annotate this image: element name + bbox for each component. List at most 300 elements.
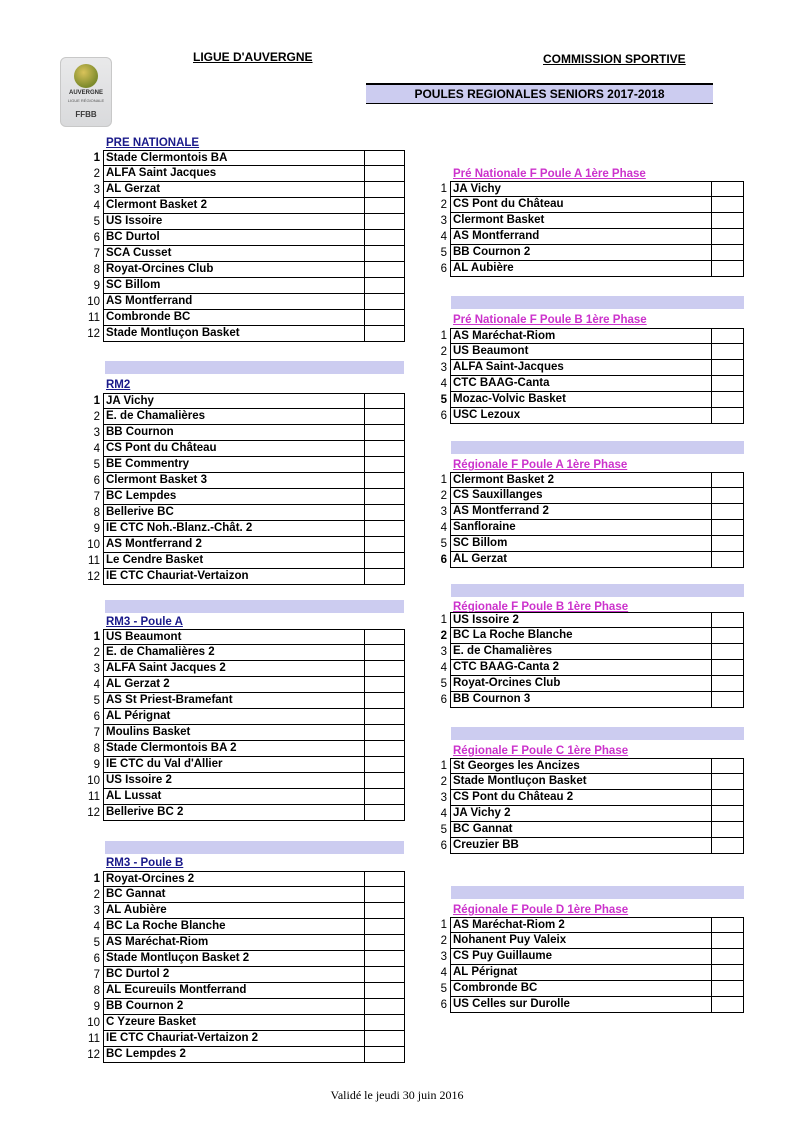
section-title-rm2: RM2: [106, 379, 131, 391]
table-rf-c: [0, 758, 744, 854]
empty-cell: [365, 294, 405, 310]
row-number: 5: [440, 247, 447, 259]
empty-cell: [712, 376, 744, 392]
row-number: 5: [440, 983, 447, 995]
team-name: AS Montferrand 2: [450, 504, 712, 520]
table-row: [0, 344, 744, 360]
table-row: [0, 569, 405, 585]
team-name: BC La Roche Blanche: [450, 628, 712, 644]
row-number: 1: [440, 760, 447, 772]
section-title-rf-a: Régionale F Poule A 1ère Phase: [453, 459, 628, 471]
team-name: Creuzier BB: [450, 838, 712, 854]
section-title-pnf-a: Pré Nationale F Poule A 1ère Phase: [453, 168, 646, 180]
row-number: 7: [93, 248, 100, 260]
separator-band: [451, 441, 744, 454]
team-name: Clermont Basket 2: [450, 472, 712, 488]
team-name: US Issoire: [103, 214, 365, 230]
row-number: 2: [440, 346, 447, 358]
row-number: 5: [440, 538, 447, 550]
table-row: [0, 997, 744, 1013]
team-name: AL Gerzat: [103, 182, 365, 198]
team-name: Clermont Basket: [450, 213, 712, 229]
empty-cell: [712, 504, 744, 520]
team-name: Clermont Basket 3: [103, 473, 365, 489]
row-number: 4: [440, 522, 447, 534]
table-row: [0, 965, 744, 981]
table-row: [0, 294, 405, 310]
team-name: St Georges les Ancizes: [450, 758, 712, 774]
row-number: 10: [87, 775, 100, 787]
table-row: [0, 933, 744, 949]
row-number: 3: [440, 646, 447, 658]
team-name: Stade Montluçon Basket 2: [103, 951, 365, 967]
empty-cell: [365, 441, 405, 457]
table-row: [0, 725, 405, 741]
team-name: Sanfloraine: [450, 520, 712, 536]
empty-cell: [712, 806, 744, 822]
team-name: Bellerive BC 2: [103, 805, 365, 821]
page-title: POULES REGIONALES SENIORS 2017-2018: [366, 83, 713, 104]
empty-cell: [712, 552, 744, 568]
team-name: US Issoire 2: [450, 612, 712, 628]
row-number: 4: [440, 231, 447, 243]
logo-line3: FFBB: [75, 110, 97, 119]
row-number: 4: [440, 808, 447, 820]
team-name: Le Cendre Basket: [103, 553, 365, 569]
commission-name: COMMISSION SPORTIVE: [543, 52, 686, 66]
empty-cell: [712, 676, 744, 692]
row-number: 1: [440, 330, 447, 342]
table-row: [0, 709, 405, 725]
row-number: 4: [93, 679, 100, 691]
empty-cell: [712, 933, 744, 949]
team-name: AS St Priest-Bramefant: [103, 693, 365, 709]
separator-band: [451, 584, 744, 597]
row-number: 6: [440, 263, 447, 275]
table-row: [0, 612, 744, 628]
row-number: 3: [440, 792, 447, 804]
table-row: [0, 150, 405, 166]
team-name: CS Pont du Château 2: [450, 790, 712, 806]
table-row: [0, 520, 744, 536]
table-row: [0, 838, 744, 854]
ffbb-logo: [60, 57, 112, 127]
row-number: 2: [440, 490, 447, 502]
team-name: BC Lempdes 2: [103, 1047, 365, 1063]
team-name: CTC BAAG-Canta: [450, 376, 712, 392]
table-row: [0, 213, 744, 229]
row-number: 1: [93, 873, 100, 885]
table-row: [0, 245, 744, 261]
table-row: [0, 472, 744, 488]
table-row: [0, 360, 744, 376]
table-row: [0, 229, 744, 245]
table-row: [0, 425, 405, 441]
team-name: Nohanent Puy Valeix: [450, 933, 712, 949]
empty-cell: [712, 536, 744, 552]
row-number: 7: [93, 491, 100, 503]
row-number: 3: [440, 362, 447, 374]
team-name: AS Montferrand: [103, 294, 365, 310]
row-number: 4: [93, 921, 100, 933]
team-name: ALFA Saint Jacques: [103, 166, 365, 182]
team-name: JA Vichy: [450, 181, 712, 197]
team-name: Royat-Orcines Club: [103, 262, 365, 278]
team-name: Stade Clermontois BA: [103, 150, 365, 166]
row-number: 6: [440, 410, 447, 422]
row-number: 3: [93, 184, 100, 196]
row-number: 9: [93, 1001, 100, 1013]
empty-cell: [365, 278, 405, 294]
team-name: AL Aubière: [103, 903, 365, 919]
table-row: [0, 758, 744, 774]
team-name: US Celles sur Durolle: [450, 997, 712, 1013]
section-title-rf-d: Régionale F Poule D 1ère Phase: [453, 904, 629, 916]
row-number: 1: [93, 395, 100, 407]
team-name: AS Montferrand: [450, 229, 712, 245]
team-name: Royat-Orcines Club: [450, 676, 712, 692]
team-name: IE CTC Chauriat-Vertaizon 2: [103, 1031, 365, 1047]
empty-cell: [712, 261, 744, 277]
section-title-pnf-b: Pré Nationale F Poule B 1ère Phase: [453, 314, 647, 326]
team-name: US Issoire 2: [103, 773, 365, 789]
row-number: 6: [440, 694, 447, 706]
empty-cell: [712, 644, 744, 660]
empty-cell: [712, 692, 744, 708]
logo-line2: LIGUE RÉGIONALE: [67, 98, 105, 103]
empty-cell: [712, 628, 744, 644]
row-number: 1: [440, 614, 447, 626]
row-number: 2: [93, 168, 100, 180]
table-row: [0, 871, 405, 887]
table-row: [0, 278, 405, 294]
row-number: 8: [93, 743, 100, 755]
empty-cell: [712, 488, 744, 504]
row-number: 9: [93, 280, 100, 292]
team-name: US Beaumont: [103, 629, 365, 645]
table-row: [0, 1015, 405, 1031]
empty-cell: [712, 917, 744, 933]
team-name: AL Pérignat: [450, 965, 712, 981]
team-name: BC Gannat: [450, 822, 712, 838]
row-number: 4: [440, 378, 447, 390]
table-rf-b: [0, 612, 744, 708]
row-number: 11: [88, 312, 100, 324]
table-row: [0, 949, 744, 965]
row-number: 5: [93, 216, 100, 228]
team-name: CS Sauxillanges: [450, 488, 712, 504]
row-number: 3: [93, 905, 100, 917]
table-row: [0, 774, 744, 790]
empty-cell: [365, 166, 405, 182]
row-number: 2: [440, 630, 447, 642]
empty-cell: [712, 520, 744, 536]
empty-cell: [365, 425, 405, 441]
row-number: 2: [93, 889, 100, 901]
empty-cell: [365, 1015, 405, 1031]
team-name: AS Montferrand 2: [103, 537, 365, 553]
table-row: [0, 261, 744, 277]
table-rf-a: [0, 472, 744, 568]
empty-cell: [365, 150, 405, 166]
table-row: [0, 408, 744, 424]
row-number: 3: [440, 506, 447, 518]
basketball-icon: [74, 64, 98, 88]
row-number: 5: [440, 824, 447, 836]
league-name: LIGUE D'AUVERGNE: [193, 50, 313, 64]
empty-cell: [712, 822, 744, 838]
table-row: [0, 328, 744, 344]
row-number: 11: [88, 791, 100, 803]
table-row: [0, 1047, 405, 1063]
validation-footer: Validé le jeudi 30 juin 2016: [330, 1088, 464, 1102]
table-row: [0, 488, 744, 504]
team-name: Stade Montluçon Basket: [103, 326, 365, 342]
team-name: IE CTC Noh.-Blanz.-Chât. 2: [103, 521, 365, 537]
team-name: Bellerive BC: [103, 505, 365, 521]
table-row: [0, 676, 744, 692]
section-title-rm3-b: RM3 - Poule B: [106, 857, 184, 869]
row-number: 2: [440, 199, 447, 211]
team-name: AS Maréchat-Riom: [103, 935, 365, 951]
team-name: E. de Chamalières: [103, 409, 365, 425]
team-name: BC Lempdes: [103, 489, 365, 505]
table-row: [0, 166, 405, 182]
team-name: C Yzeure Basket: [103, 1015, 365, 1031]
empty-cell: [712, 838, 744, 854]
team-name: SCA Cusset: [103, 246, 365, 262]
row-number: 10: [87, 1017, 100, 1029]
row-number: 1: [93, 152, 100, 164]
team-name: SC Billom: [450, 536, 712, 552]
empty-cell: [712, 472, 744, 488]
row-number: 2: [440, 776, 447, 788]
team-name: Combronde BC: [103, 310, 365, 326]
team-name: AS Maréchat-Riom 2: [450, 917, 712, 933]
empty-cell: [712, 949, 744, 965]
table-row: [0, 181, 744, 197]
separator-band: [451, 296, 744, 309]
row-number: 4: [440, 967, 447, 979]
row-number: 12: [87, 571, 100, 583]
team-name: AL Pérignat: [103, 709, 365, 725]
section-title-rf-c: Régionale F Poule C 1ère Phase: [453, 745, 629, 757]
empty-cell: [712, 344, 744, 360]
row-number: 6: [93, 711, 100, 723]
team-name: Clermont Basket 2: [103, 198, 365, 214]
team-name: JA Vichy: [103, 393, 365, 409]
row-number: 5: [93, 459, 100, 471]
empty-cell: [712, 612, 744, 628]
row-number: 6: [440, 554, 447, 566]
row-number: 3: [93, 427, 100, 439]
team-name: E. de Chamalières 2: [103, 645, 365, 661]
team-name: BE Commentry: [103, 457, 365, 473]
table-row: [0, 1031, 405, 1047]
team-name: USC Lezoux: [450, 408, 712, 424]
row-number: 9: [93, 523, 100, 535]
empty-cell: [712, 245, 744, 261]
empty-cell: [712, 181, 744, 197]
empty-cell: [365, 871, 405, 887]
row-number: 4: [93, 200, 100, 212]
row-number: 11: [88, 555, 100, 567]
empty-cell: [712, 229, 744, 245]
team-name: Stade Montluçon Basket: [450, 774, 712, 790]
row-number: 4: [440, 662, 447, 674]
row-number: 1: [440, 919, 447, 931]
empty-cell: [365, 457, 405, 473]
empty-cell: [365, 569, 405, 585]
team-name: BC La Roche Blanche: [103, 919, 365, 935]
team-name: E. de Chamalières: [450, 644, 712, 660]
table-row: [0, 197, 744, 213]
team-name: CS Pont du Château: [450, 197, 712, 213]
team-name: JA Vichy 2: [450, 806, 712, 822]
table-row: [0, 457, 405, 473]
empty-cell: [712, 758, 744, 774]
team-name: Royat-Orcines 2: [103, 871, 365, 887]
team-name: AS Maréchat-Riom: [450, 328, 712, 344]
row-number: 7: [93, 969, 100, 981]
team-name: AL Gerzat: [450, 552, 712, 568]
row-number: 6: [93, 232, 100, 244]
empty-cell: [712, 965, 744, 981]
row-number: 5: [93, 695, 100, 707]
empty-cell: [365, 310, 405, 326]
table-row: [0, 806, 744, 822]
table-row: [0, 552, 744, 568]
empty-cell: [712, 360, 744, 376]
table-row: [0, 741, 405, 757]
team-name: Moulins Basket: [103, 725, 365, 741]
team-name: Stade Clermontois BA 2: [103, 741, 365, 757]
empty-cell: [712, 981, 744, 997]
table-row: [0, 376, 744, 392]
table-row: [0, 822, 744, 838]
team-name: IE CTC Chauriat-Vertaizon: [103, 569, 365, 585]
empty-cell: [365, 709, 405, 725]
section-title-rm3-a: RM3 - Poule A: [106, 616, 183, 628]
empty-cell: [365, 1047, 405, 1063]
row-number: 2: [440, 935, 447, 947]
empty-cell: [712, 408, 744, 424]
row-number: 5: [93, 937, 100, 949]
empty-cell: [712, 660, 744, 676]
team-name: BB Cournon 3: [450, 692, 712, 708]
empty-cell: [712, 774, 744, 790]
row-number: 6: [440, 840, 447, 852]
row-number: 3: [440, 215, 447, 227]
row-number: 9: [93, 759, 100, 771]
row-number: 3: [93, 663, 100, 675]
row-number: 6: [440, 999, 447, 1011]
row-number: 6: [93, 475, 100, 487]
team-name: Combronde BC: [450, 981, 712, 997]
team-name: IE CTC du Val d'Allier: [103, 757, 365, 773]
team-name: CTC BAAG-Canta 2: [450, 660, 712, 676]
team-name: BB Cournon: [103, 425, 365, 441]
table-row: [0, 790, 744, 806]
row-number: 2: [93, 411, 100, 423]
row-number: 1: [440, 183, 447, 195]
table-row: [0, 981, 744, 997]
row-number: 8: [93, 985, 100, 997]
row-number: 11: [88, 1033, 100, 1045]
separator-band: [451, 886, 744, 899]
table-row: [0, 887, 405, 903]
table-rf-d: [0, 917, 744, 1013]
empty-cell: [365, 887, 405, 903]
team-name: BB Cournon 2: [450, 245, 712, 261]
row-number: 12: [87, 328, 100, 340]
table-row: [0, 917, 744, 933]
row-number: 5: [440, 678, 447, 690]
section-title-pre-nationale: PRE NATIONALE: [106, 137, 200, 149]
empty-cell: [712, 213, 744, 229]
table-row: [0, 660, 744, 676]
team-name: CS Puy Guillaume: [450, 949, 712, 965]
logo-line1: AUVERGNE: [68, 90, 103, 96]
table-pnf-a: [0, 181, 744, 277]
team-name: SC Billom: [103, 278, 365, 294]
table-row: [0, 692, 744, 708]
table-row: [0, 504, 744, 520]
row-number: 6: [93, 953, 100, 965]
empty-cell: [365, 1031, 405, 1047]
team-name: AL Aubière: [450, 261, 712, 277]
row-number: 12: [87, 1049, 100, 1061]
table-row: [0, 310, 405, 326]
table-row: [0, 628, 744, 644]
row-number: 7: [93, 727, 100, 739]
section-title-rf-b: Régionale F Poule B 1ère Phase: [453, 601, 629, 613]
row-number: 4: [93, 443, 100, 455]
row-number: 10: [87, 539, 100, 551]
team-name: BC Durtol: [103, 230, 365, 246]
empty-cell: [712, 328, 744, 344]
team-name: BC Gannat: [103, 887, 365, 903]
row-number: 2: [93, 647, 100, 659]
team-name: AL Lussat: [103, 789, 365, 805]
empty-cell: [712, 790, 744, 806]
team-name: BB Cournon 2: [103, 999, 365, 1015]
row-number: 12: [87, 807, 100, 819]
table-row: [0, 392, 744, 408]
team-name: CS Pont du Château: [103, 441, 365, 457]
team-name: AL Ecureuils Montferrand: [103, 983, 365, 999]
team-name: AL Gerzat 2: [103, 677, 365, 693]
row-number: 1: [440, 474, 447, 486]
empty-cell: [712, 392, 744, 408]
team-name: ALFA Saint-Jacques: [450, 360, 712, 376]
table-row: [0, 644, 744, 660]
table-row: [0, 441, 405, 457]
row-number: 1: [93, 631, 100, 643]
empty-cell: [712, 997, 744, 1013]
team-name: US Beaumont: [450, 344, 712, 360]
team-name: Mozac-Volvic Basket: [450, 392, 712, 408]
table-pnf-b: [0, 328, 744, 424]
team-name: BC Durtol 2: [103, 967, 365, 983]
empty-cell: [712, 197, 744, 213]
empty-cell: [365, 725, 405, 741]
table-row: [0, 536, 744, 552]
team-name: ALFA Saint Jacques 2: [103, 661, 365, 677]
empty-cell: [365, 741, 405, 757]
separator-band: [451, 727, 744, 740]
row-number: 5: [440, 394, 447, 406]
